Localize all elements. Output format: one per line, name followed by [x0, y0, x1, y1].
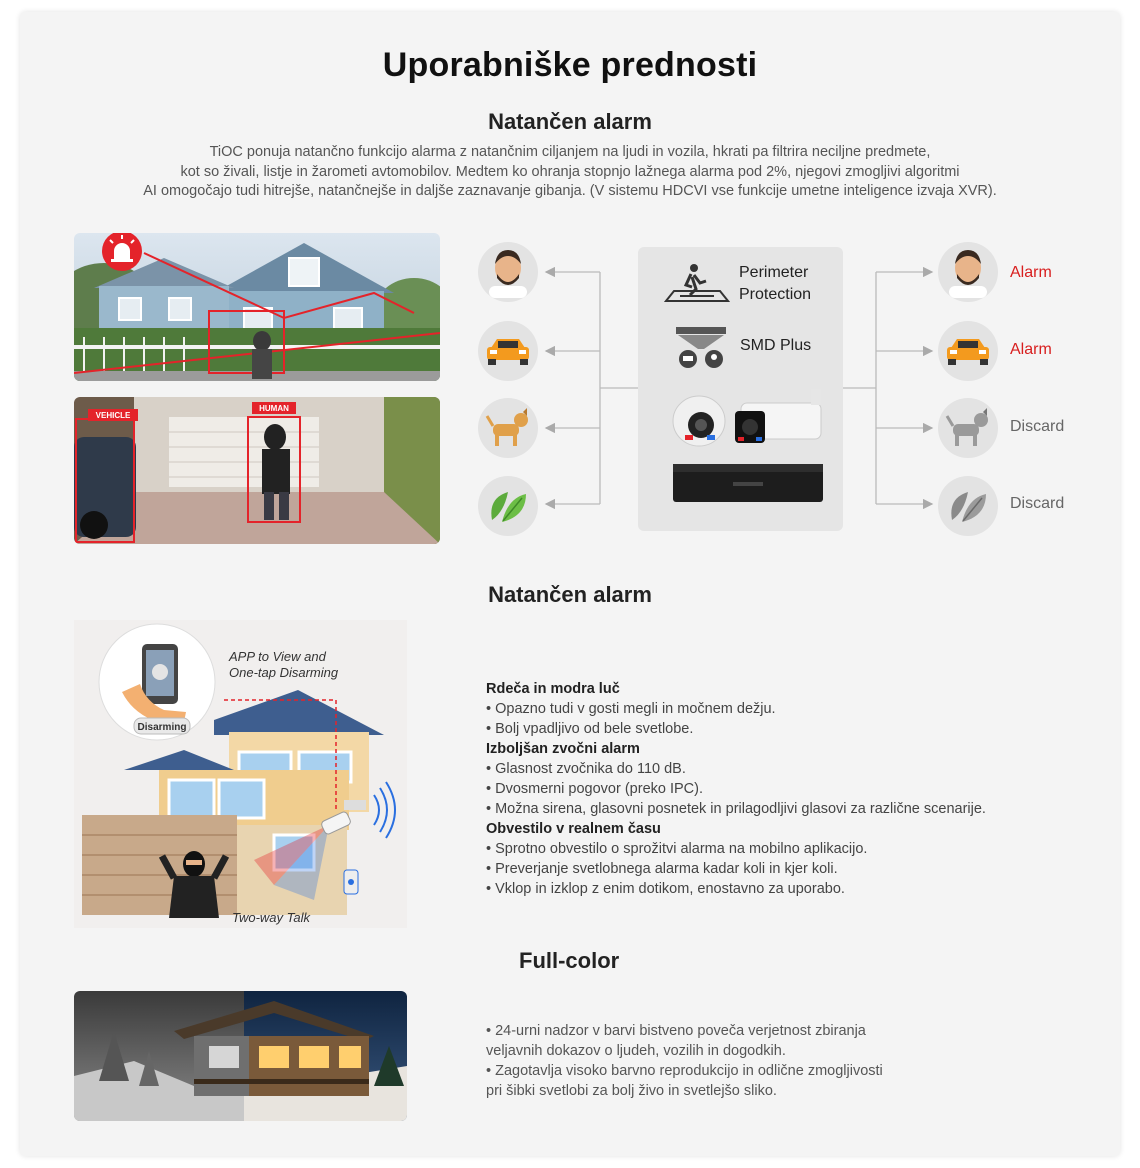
output-dog — [938, 398, 998, 458]
output-leaf — [938, 476, 998, 536]
leaf-icon — [488, 488, 528, 524]
vehicle-human-photo — [74, 397, 440, 544]
input-dog — [478, 398, 538, 458]
full-color-line: • Zagotavlja visoko barvno reprodukcijo in odlične zmogljivosti — [486, 1063, 883, 1079]
feature-item: • Preverjanje svetlobnega alarma kadar koli in kjer koli. — [486, 861, 838, 877]
feature-item: • Sprotno obvestilo o sprožitvi alarma na mobilno aplikacijo. — [486, 841, 868, 857]
feature-heading: Obvestilo v realnem času — [486, 821, 661, 837]
feature-item: • Glasnost zvočnika do 110 dB. — [486, 761, 686, 777]
output-person — [938, 242, 998, 302]
full-color-line: pri šibki svetlobi za bolj živo in svetlejšo sliko. — [486, 1083, 777, 1099]
human-tag: HUMAN — [259, 404, 289, 413]
dog-icon — [945, 408, 991, 448]
processing-box — [638, 247, 843, 531]
full-color-photo — [74, 991, 407, 1121]
person-icon — [945, 246, 991, 298]
perimeter-label: Perimeter Protection — [739, 264, 812, 303]
intro-line: AI omogočajo tudi hitrejše, natančnejše in daljše zaznavanje gibanja. (V sistemu HDCVI vse funkcije umetne inteligence izvaja XVR). — [143, 183, 997, 199]
smd-label: SMD Plus — [740, 337, 812, 354]
feature-heading: Rdeča in modra luč — [486, 681, 620, 697]
section1-intro — [90, 143, 1050, 202]
input-leaf — [478, 476, 538, 536]
section2-title: Natančen alarm — [488, 582, 652, 607]
active-deterrence-illustration — [74, 620, 407, 928]
section1-title: Natančen alarm — [488, 109, 652, 134]
app-caption-1: APP to View and — [229, 649, 326, 664]
vehicle-tag: VEHICLE — [95, 411, 131, 420]
house-alarm-photo — [74, 233, 440, 381]
disarming-button: Disarming — [137, 722, 187, 733]
leaf-icon — [948, 488, 988, 524]
app-caption-2: One-tap Disarming — [229, 665, 339, 680]
recorder-icon — [673, 460, 823, 506]
dog-icon — [485, 408, 531, 448]
full-color-description — [486, 1021, 1046, 1101]
output-dog-label: Discard — [1010, 418, 1065, 435]
output-leaf-label: Discard — [1010, 495, 1065, 512]
input-person — [478, 242, 538, 302]
section3-title: Full-color — [519, 948, 620, 973]
deterrence-features — [486, 679, 1066, 899]
output-person-label: Alarm — [1010, 264, 1052, 281]
car-icon — [485, 336, 531, 366]
two-way-caption: Two-way Talk — [232, 910, 311, 925]
camera-icons — [671, 387, 831, 449]
output-car-label: Alarm — [1010, 341, 1052, 358]
input-car — [478, 321, 538, 381]
perimeter-icon — [664, 263, 730, 303]
feature-item: • Bolj vpadljivo od bele svetlobe. — [486, 721, 694, 737]
feature-item: • Možna sirena, glasovni posnetek in prilagodljivi glasovi za različne scenarije. — [486, 801, 986, 817]
smd-icon — [674, 325, 728, 369]
intro-line: TiOC ponuja natančno funkcijo alarma z natančnim ciljanjem na ljudi in vozila, hkrati pa filtrira neciljne predmete, — [209, 144, 931, 160]
intro-line: kot so živali, listje in žarometi avtomobilov. Medtem ko ohranja stopnjo lažnega alarma pod 2%, njegovi zmogljivi algoritmi — [180, 163, 960, 180]
feature-item: • Dvosmerni pogovor (preko IPC). — [486, 781, 704, 797]
feature-heading: Izboljšan zvočni alarm — [486, 741, 640, 757]
output-car — [938, 321, 998, 381]
full-color-line: veljavnih dokazov o ljudeh, vozilih in dogodkih. — [486, 1043, 786, 1059]
person-icon — [485, 246, 531, 298]
car-icon — [945, 336, 991, 366]
feature-item: • Opazno tudi v gosti megli in močnem dežju. — [486, 701, 776, 717]
feature-item: • Vklop in izklop z enim dotikom, enostavno za uporabo. — [486, 881, 845, 897]
page-title: Uporabniške prednosti — [382, 46, 758, 84]
full-color-line: • 24-urni nadzor v barvi bistveno poveča verjetnost zbiranja — [486, 1023, 866, 1039]
